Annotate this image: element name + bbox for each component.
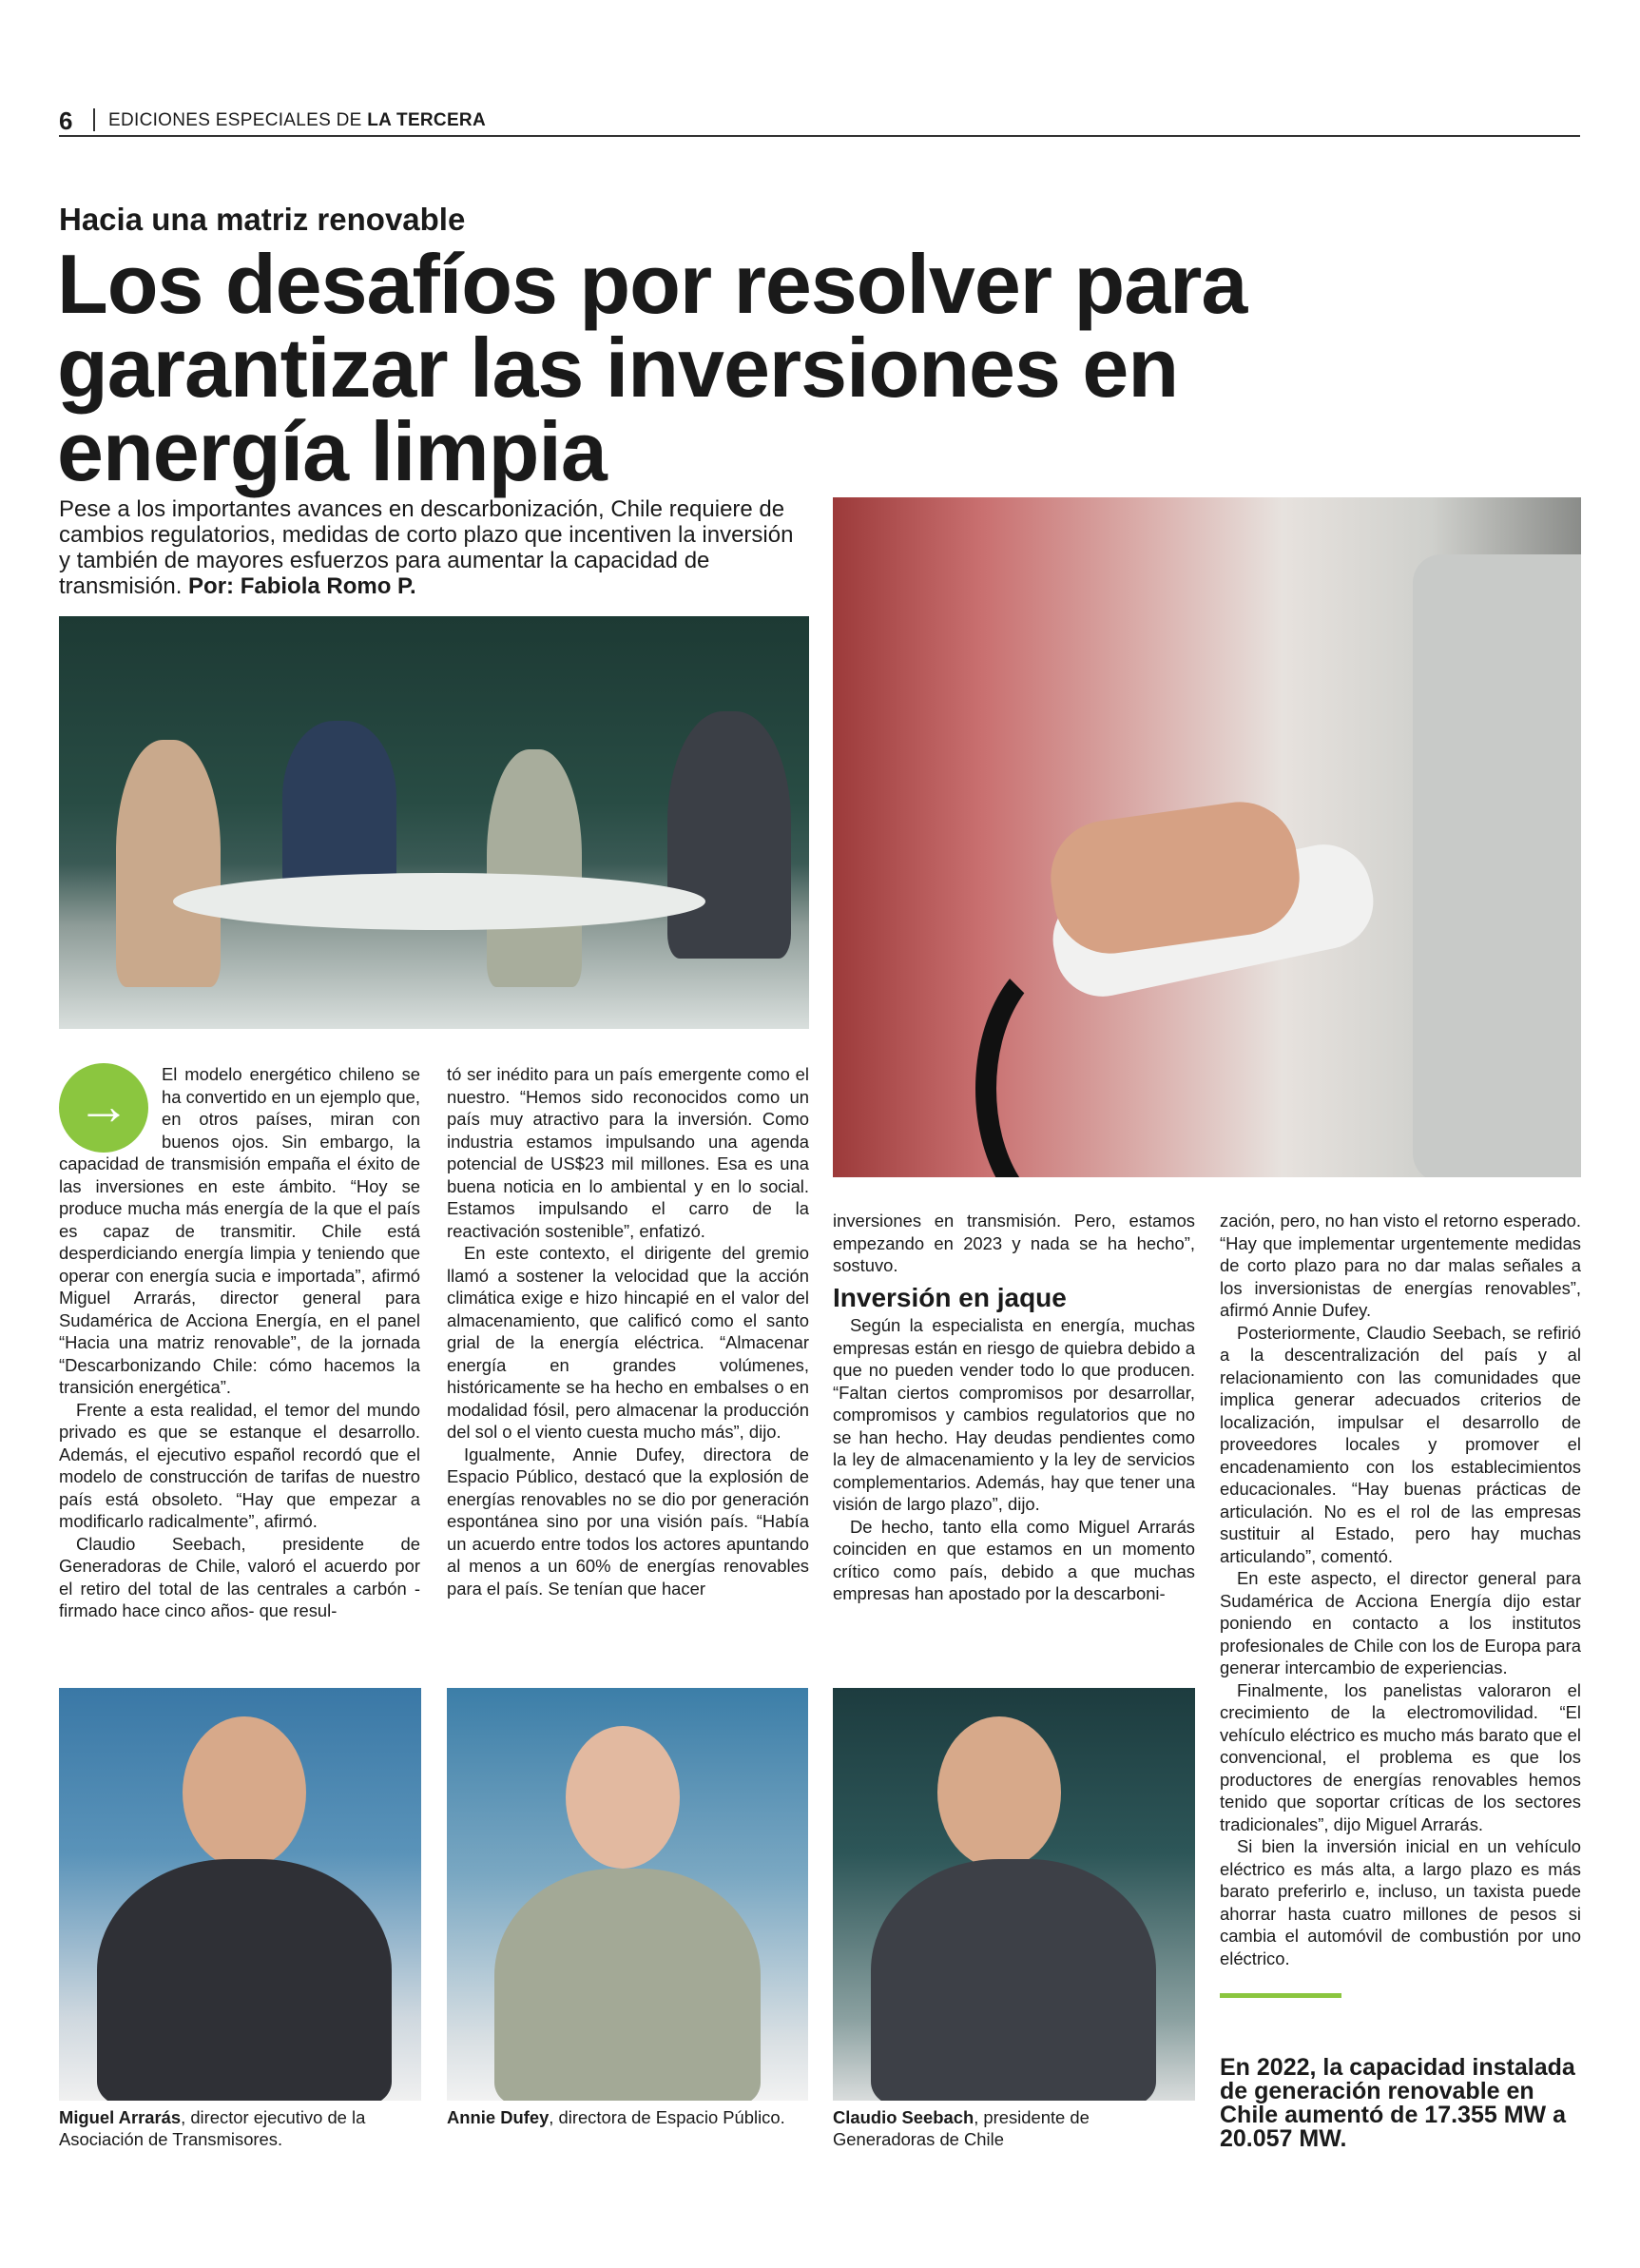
paragraph: inversiones en transmisión. Pero, estamos empezando en 2023 y nada se ha hecho”, sostuvo. xyxy=(833,1211,1195,1275)
portrait-head xyxy=(566,1726,680,1869)
edition-brand: LA TERCERA xyxy=(367,110,486,130)
body-column-1 xyxy=(59,1063,420,1622)
caption-claudio xyxy=(833,2106,1194,2150)
panelist-figure xyxy=(116,740,221,987)
caption-miguel xyxy=(59,2106,420,2150)
caption-role: , director ejecutivo de la Asociación de Transmisores. xyxy=(59,2107,366,2149)
caption-name: Miguel Arrarás xyxy=(59,2107,182,2127)
paragraph: Frente a esta realidad, el temor del mundo privado es que se estanque el desarrollo. Además, el ejecutivo español recordó que el modelo de construcción de tarifas de nuestro país está obsoleto. “Hay que empezar a modificarlo radicalmente”, afirmó. xyxy=(59,1399,420,1531)
caption-role: , presidente de Generadoras de Chile xyxy=(833,2107,1090,2149)
byline: Por: Fabiola Romo P. xyxy=(188,573,416,599)
caption-role: , directora de Espacio Público. xyxy=(549,2107,785,2127)
portrait-head xyxy=(937,1716,1061,1869)
arrow-icon xyxy=(59,1063,148,1153)
caption-name: Annie Dufey xyxy=(447,2107,550,2127)
lede-text: Pese a los importantes avances en descarbonización, Chile requiere de cambios regulatorios, medidas de corto plazo que incentiven la inversión y también de mayores esfuerzos para aumentar la capacidad de transmisión. xyxy=(59,496,794,599)
annie-dufey-photo xyxy=(447,1688,808,2101)
paragraph: Si bien la inversión inicial en un vehículo eléctrico es más alta, a largo plazo es más barato preferirlo e, incluso, un taxista puede ahorrar hasta cuatro millones de pesos si cambia el automóvil de combustión por uno eléctrico. xyxy=(1220,1836,1581,1968)
caption-name: Claudio Seebach xyxy=(833,2107,974,2127)
caption-annie xyxy=(447,2106,808,2128)
portrait-body xyxy=(494,1869,761,2101)
panelist-figure xyxy=(487,749,582,987)
panel-discussion-photo xyxy=(59,616,809,1029)
paragraph: zación, pero, no han visto el retorno esperado. “Hay que implementar urgentemente medidas de corto plazo para no dar malas señales a los inversionistas de energías renovables”, afirmó Annie Dufey. xyxy=(1220,1211,1581,1320)
pullquote: En 2022, la capacidad instalada de generación renovable en Chile aumentó de 17.355 MW a 20.057 MW. xyxy=(1220,2054,1575,2152)
charging-station xyxy=(1413,554,1581,1177)
subheading: Inversión en jaque xyxy=(833,1282,1067,1312)
article-kicker: Hacia una matriz renovable xyxy=(59,202,466,237)
claudio-seebach-photo xyxy=(833,1688,1195,2101)
paragraph: El modelo energético chileno se ha convertido en un ejemplo que, en otros países, miran con buenos ojos. Sin embargo, la capacidad de transmisión empaña el éxito de las inversiones en este ámbito. “Hoy se produce mucha más energía de la que el país es capaz de transmitir. Chile está desperdiciando energía limpia y teniendo que operar con energía sucia e importada”, afirmó Miguel Arrarás, director general para Sudamérica de Acciona Energía, en el panel “Hacia una matriz renovable”, de la jornada “Descarbonizando Chile: cómo hacemos la transición energética”. xyxy=(59,1064,420,1397)
paragraph: Según la especialista en energía, muchas empresas están en riesgo de quiebra debido a que no pueden vender todo lo que producen. “Faltan ciertos compromisos por desarrollar, compromisos y cambios regulatorios que no se han hecho. Hay deudas pendientes como la ley de almacenamiento y la ley de servicios complementarios. Además, hay que tener una visión de largo plazo”, dijo. xyxy=(833,1315,1195,1514)
paragraph: En este contexto, el dirigente del gremio llamó a sostener la velocidad que la acción climática exige e hizo hincapié en el valor del almacenamiento, que calificó como el santo grial de la energía eléctrica. “Almacenar energía en grandes volúmenes, históricamente se ha hecho en embalses o en modalidad fósil, pero almacenar la producción del sol o el viento cuesta mucho más”, dijo. xyxy=(447,1243,809,1442)
header-divider xyxy=(93,108,95,131)
portrait-body xyxy=(871,1859,1156,2101)
body-column-2 xyxy=(447,1063,809,1599)
paragraph: En este aspecto, el director general para Sudamérica de Acciona Energía dijo estar poniendo en contacto a los institutos profesionales de Chile con los de Europa para generar intercambio de experiencias. xyxy=(1220,1568,1581,1677)
portrait-head xyxy=(183,1716,306,1869)
paragraph: Finalmente, los panelistas valoraron el crecimiento de la electromovilidad. “El vehículo eléctrico es mucho más barato que el convencional, el problema es que los productores de energías renovables hemos tenido que soportar críticas de los sectores tradicionales”, dijo Miguel Arrarás. xyxy=(1220,1679,1581,1834)
paragraph: De hecho, tanto ella como Miguel Arrarás coinciden en que estamos en un momento crítico como país, debido a que muchas empresas han apostado por la descarboni- xyxy=(833,1516,1195,1603)
round-table xyxy=(173,873,705,930)
paragraph: Posteriormente, Claudio Seebach, se refirió a la descentralización del país y al relacionamiento con las comunidades que implica generar adecuados criterios de localización, impulsar el desarrollo de proveedores locales y promover el encadenamiento con los establecimientos educacionales. “Hay buenas prácticas de articulación. No es el rol de las empresas sustituir al Estado, pero hay muchas articulando”, comentó. xyxy=(1220,1322,1581,1566)
paragraph: Igualmente, Annie Dufey, directora de Espacio Público, destacó que la explosión de energías renovables no se dio por generación espontánea sino por una visión país. “Había un acuerdo entre todos los actores apuntando al menos a un 60% de energías renovables para el país. Se tenían que hacer xyxy=(447,1444,809,1599)
body-column-4 xyxy=(1220,1210,1581,1969)
article-headline: Los desafíos por resolver para garantizar las inversiones en energía limpia xyxy=(57,237,1247,498)
article-lede xyxy=(59,496,810,599)
miguel-arraras-photo xyxy=(59,1688,421,2101)
edition-prefix: EDICIONES ESPECIALES DE xyxy=(108,110,368,130)
portrait-body xyxy=(97,1859,392,2101)
edition-label xyxy=(108,110,486,131)
panelist-figure xyxy=(667,711,791,959)
page-number: 6 xyxy=(59,107,73,135)
paragraph: Claudio Seebach, presidente de Generadoras de Chile, valoró el acuerdo por el retiro del total de las centrales a carbón -firmado hace cinco años- que resul- xyxy=(59,1533,420,1620)
panelist-figure xyxy=(282,721,396,892)
paragraph: tó ser inédito para un país emergente como el nuestro. “Hemos sido reconocidos como un país muy atractivo para la inversión. Como industria estamos impulsando una agenda potencial de US$23 mil millones. Esa es una buena noticia en lo ambiental y en lo social. Estamos impulsando el carro de la reactivación sostenible”, enfatizó. xyxy=(447,1064,809,1241)
ev-charger-photo xyxy=(833,497,1581,1177)
page-header xyxy=(59,107,1580,137)
arrow-glyph: → xyxy=(77,1076,130,1135)
pullquote-rule xyxy=(1220,1993,1341,1998)
body-column-3 xyxy=(833,1210,1195,1605)
